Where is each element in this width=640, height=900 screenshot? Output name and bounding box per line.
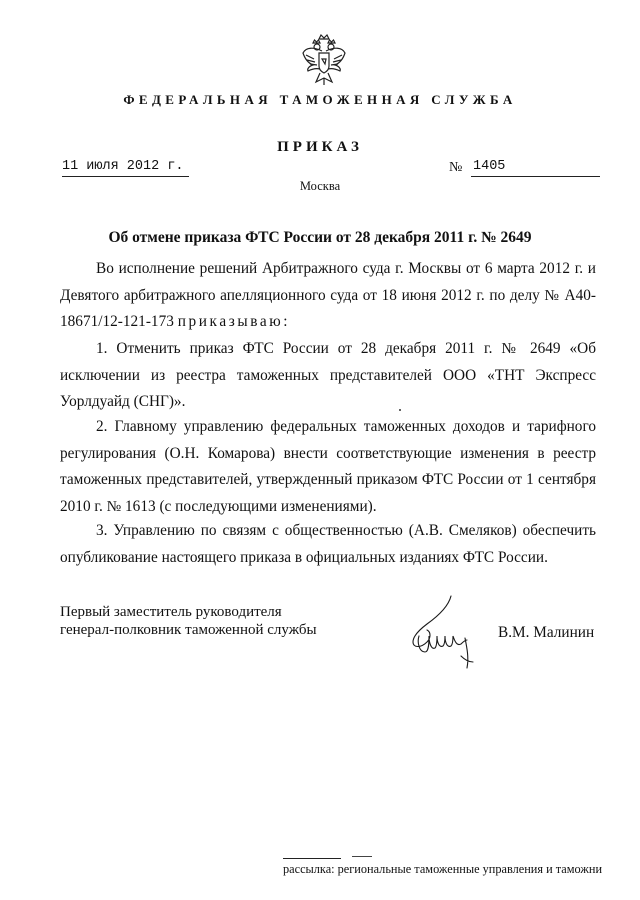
item-3 xyxy=(60,518,596,571)
distribution-rule xyxy=(283,858,341,859)
agency-name: ФЕДЕРАЛЬНАЯ ТАМОЖЕННАЯ СЛУЖБА xyxy=(123,92,517,107)
russian-coat-of-arms-icon xyxy=(300,33,348,87)
document-type: ПРИКАЗ xyxy=(277,139,363,155)
handwritten-signature-icon xyxy=(405,590,485,675)
item-1-text: 1. Отменить приказ ФТС России от 28 декабря 2011 г. № 2649 «Об исключении из реестра таможенных представителей ООО «ТНТ Экспресс Уорлдуайд (СНГ)». xyxy=(60,340,596,410)
intro-paragraph xyxy=(60,256,596,336)
scan-speck xyxy=(399,409,401,411)
item-2-text: 2. Главному управлению федеральных таможенных доходов и тарифного регулирования (О.Н. Комарова) внести соответствующие изменения в реестр таможенных представителей, утвержденный приказом ФТС России от 1 сентября 2010 г. № 1613 (с последующими изменениями). xyxy=(60,418,596,515)
distribution-dash xyxy=(352,856,372,857)
item-2 xyxy=(60,414,596,520)
city: Москва xyxy=(299,179,341,193)
order-number: 1405 xyxy=(471,158,600,177)
intro-text: Во исполнение решений Арбитражного суда г. Москвы от 6 марта 2012 г. и Девятого арбитражного апелляционного суда от 18 июня 2012 г. по делу № А40-18671/12-121-173 xyxy=(60,260,596,330)
signer-position-line1: Первый заместитель руководителя xyxy=(60,604,282,620)
order-word: приказываю: xyxy=(177,313,291,330)
order-title: Об отмене приказа ФТС России от 28 декабря 2011 г. № 2649 xyxy=(108,229,532,246)
signer-position-line2: генерал-полковник таможенной службы xyxy=(60,622,317,638)
signer-name: В.М. Малинин xyxy=(498,624,595,641)
item-1 xyxy=(60,336,596,416)
number-sign: № xyxy=(449,160,463,175)
order-date: 11 июля 2012 г. xyxy=(62,158,189,177)
distribution-list: рассылка: региональные таможенные управления и таможни xyxy=(283,862,603,876)
signer-position xyxy=(60,603,317,639)
item-3-text: 3. Управлению по связям с общественностью (А.В. Смеляков) обеспечить опубликование настоящего приказа в официальных изданиях ФТС России. xyxy=(60,522,596,566)
